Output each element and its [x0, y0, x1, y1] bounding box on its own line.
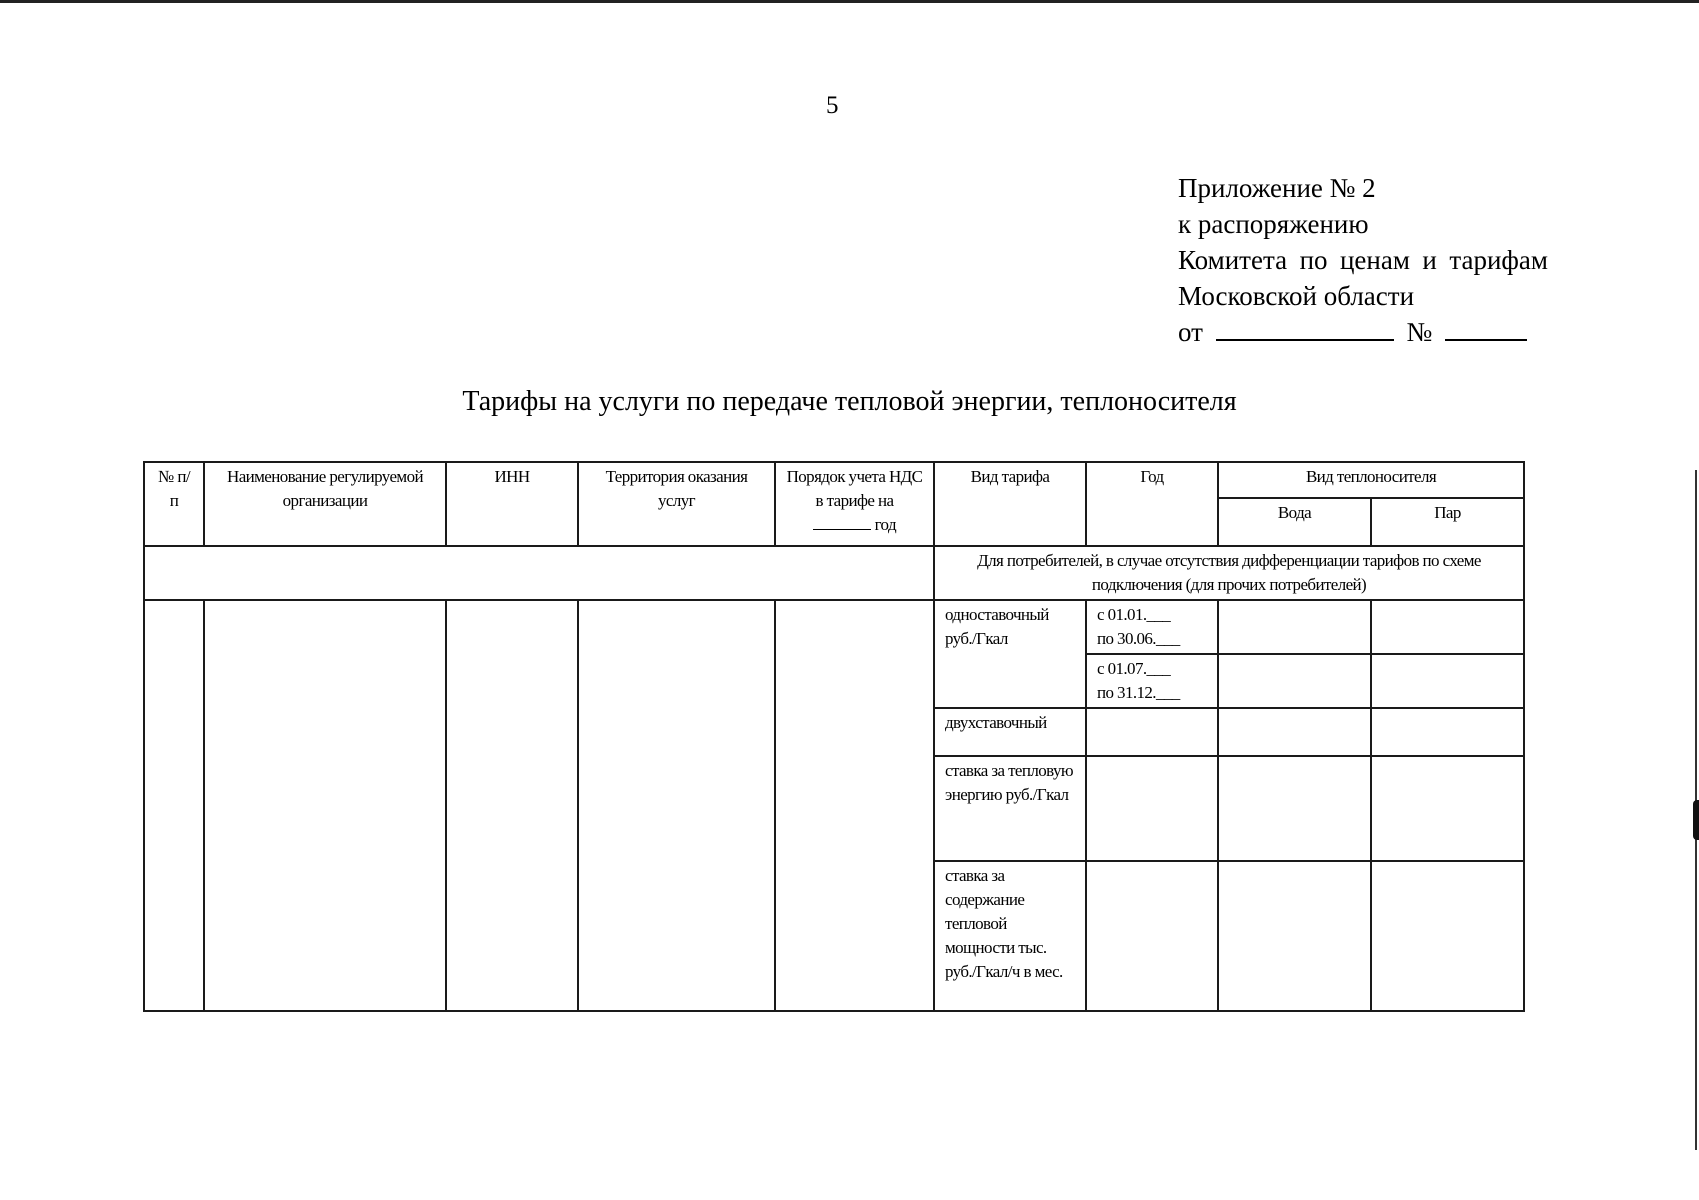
header-steam: Пар	[1371, 498, 1524, 546]
appendix-line-2: к распоряжению	[1178, 209, 1369, 239]
period-1-to: по 30.06.___	[1097, 629, 1180, 648]
from-label: от	[1178, 317, 1203, 347]
appendix-word: и	[1422, 245, 1437, 275]
cell-water	[1218, 600, 1371, 654]
cell-vat	[775, 600, 934, 1011]
header-water: Вода	[1218, 498, 1371, 546]
period-1-from: с 01.01.___	[1097, 605, 1171, 624]
page-top-edge	[0, 0, 1699, 3]
appendix-line-3	[1178, 242, 1548, 278]
period-2	[1086, 654, 1218, 708]
header-num: № п/п	[144, 462, 204, 546]
tariffs-table	[143, 461, 1525, 1012]
page-number: 5	[826, 92, 839, 119]
cell-inn	[446, 600, 578, 1011]
cell-steam	[1371, 600, 1524, 654]
cell-steam	[1371, 708, 1524, 756]
header-vat-text: Порядок учета НДС в тарифе на	[786, 467, 923, 510]
single-rate-label: одноставочный руб./Гкал	[934, 600, 1086, 708]
appendix-word: тарифам	[1449, 245, 1548, 275]
period-1	[1086, 600, 1218, 654]
number-sign: №	[1406, 317, 1433, 347]
consumers-row	[144, 546, 1524, 600]
cell-water	[1218, 756, 1371, 861]
date-blank	[1216, 315, 1394, 341]
cell-year	[1086, 756, 1218, 861]
cell-territory	[578, 600, 775, 1011]
header-org: Наименование регулируемой организации	[204, 462, 446, 546]
period-2-from: с 01.07.___	[1097, 659, 1171, 678]
header-tariff-type: Вид тарифа	[934, 462, 1086, 546]
appendix-block	[1178, 170, 1548, 350]
appendix-word: Комитета	[1178, 245, 1288, 275]
header-row-1	[144, 462, 1524, 498]
cell-water	[1218, 708, 1371, 756]
cell-year	[1086, 861, 1218, 1011]
appendix-word: ценам	[1339, 245, 1410, 275]
capacity-rate-label: ставка за содержание тепловой мощности тыс. руб./Гкал/ч в мес.	[934, 861, 1086, 1011]
header-year: Год	[1086, 462, 1218, 546]
header-carrier: Вид теплоносителя	[1218, 462, 1524, 498]
header-vat-year: год	[874, 515, 897, 534]
consumers-row-text: Для потребителей, в случае отсутствия дифференциации тарифов по схеме подключения (для прочих потребителей)	[934, 546, 1524, 600]
appendix-line-4: Московской области	[1178, 281, 1415, 311]
cell-steam	[1371, 756, 1524, 861]
number-blank	[1445, 315, 1527, 341]
cell-water	[1218, 654, 1371, 708]
header-vat	[775, 462, 934, 546]
appendix-line-1: Приложение № 2	[1178, 173, 1376, 203]
cell-steam	[1371, 654, 1524, 708]
appendix-date-number-line	[1178, 314, 1548, 350]
cell-water	[1218, 861, 1371, 1011]
header-territory: Территория оказания услуг	[578, 462, 775, 546]
cell-steam	[1371, 861, 1524, 1011]
table-row	[144, 600, 1524, 654]
energy-rate-label: ставка за тепловую энергию руб./Гкал	[934, 756, 1086, 861]
cell-year	[1086, 708, 1218, 756]
document-title: Тарифы на услуги по передаче тепловой энергии, теплоносителя	[462, 386, 1237, 417]
two-rate-label: двухставочный	[934, 708, 1086, 756]
appendix-word: по	[1299, 245, 1328, 275]
period-2-to: по 31.12.___	[1097, 683, 1180, 702]
consumers-row-empty	[144, 546, 934, 600]
binder-mark	[1693, 800, 1699, 840]
year-blank	[813, 514, 871, 530]
header-inn: ИНН	[446, 462, 578, 546]
cell-num	[144, 600, 204, 1011]
cell-org	[204, 600, 446, 1011]
